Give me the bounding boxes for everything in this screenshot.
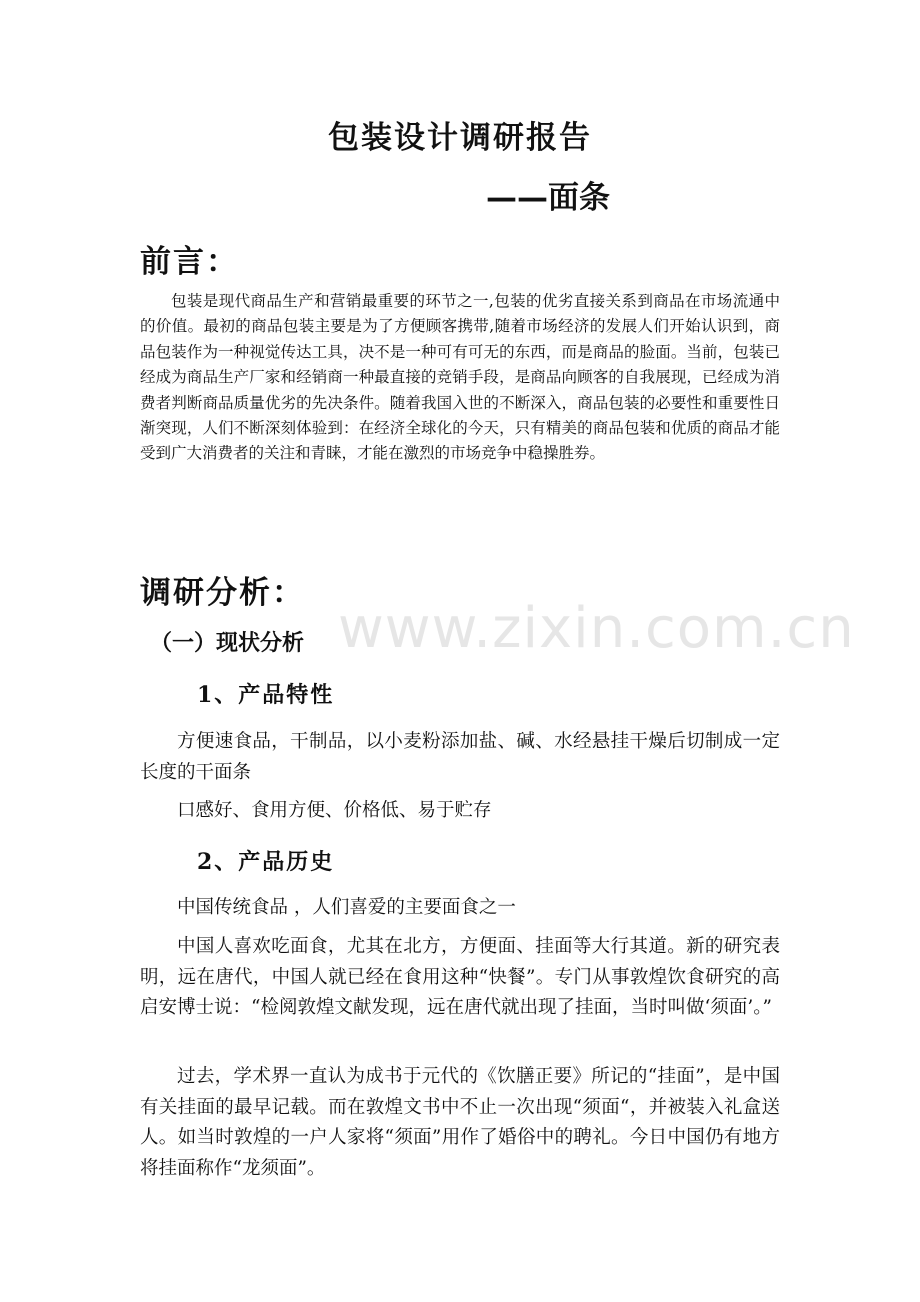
product-history-heading: 2、产品历史 [197, 849, 335, 875]
product-history-paragraph-2: 中国人喜欢吃面食，尤其在北方，方便面、挂面等大行其道。新的研究表明，远在唐代，中国人就已经在食用这种“快餐”。专门从事敦煌饮食研究的高启安博士说：“检阅敦煌文献发现，远在唐代就出现了挂面，当时叫做‘须面’。” [140, 936, 780, 1018]
product-features-paragraph-2: 口感好、食用方便、价格低、易于贮存 [177, 800, 492, 821]
section-current-analysis-heading: （一）现状分析 [150, 630, 305, 656]
product-history-paragraph-3: 过去，学术界一直认为成书于元代的《饮膳正要》所记的“挂面”，是中国有关挂面的最早记载。而在敦煌文书中不止一次出现“须面“，并被装入礼盒送人。如当时敦煌的一户人家将“须面”用作了婚俗中的聘礼。今日中国仍有地方将挂面称作“龙须面”。 [140, 1066, 780, 1179]
analysis-heading: 调研分析： [140, 575, 305, 611]
document-title: 包装设计调研报告 [328, 120, 592, 156]
watermark: www.zixin.com.cn [338, 596, 855, 661]
preface-paragraph: 包装是现代商品生产和营销最重要的环节之一,包装的优劣直接关系到商品在市场流通中的价值。最初的商品包装主要是为了方便顾客携带,随着市场经济的发展人们开始认识到，商品包装作为一种视觉传达工具，决不是一种可有可无的东西，而是商品的脸面。当前，包装已经成为商品生产厂家和经销商一种最直接的竞销手段，是商品向顾客的自我展现，已经成为消费者判断商品质量优劣的先决条件。随着我国入世的不断深入，商品包装的必要性和重要性日渐突现，人们不断深刻体验到：在经济全球化的今天，只有精美的商品包装和优质的商品才能受到广大消费者的关注和青睐，才能在激烈的市场竞争中稳操胜券。 [140, 292, 780, 463]
product-history-paragraph-1: 中国传统食品 ，人们喜爱的主要面食之一 [177, 897, 516, 918]
document-subtitle: ——面条 [486, 180, 610, 216]
preface-heading: 前言： [140, 244, 239, 280]
product-features-paragraph-1: 方便速食品，干制品，以小麦粉添加盐、碱、水经悬挂干燥后切制成一定长度的干面条 [140, 731, 780, 783]
product-features-heading: 1、产品特性 [197, 682, 335, 708]
